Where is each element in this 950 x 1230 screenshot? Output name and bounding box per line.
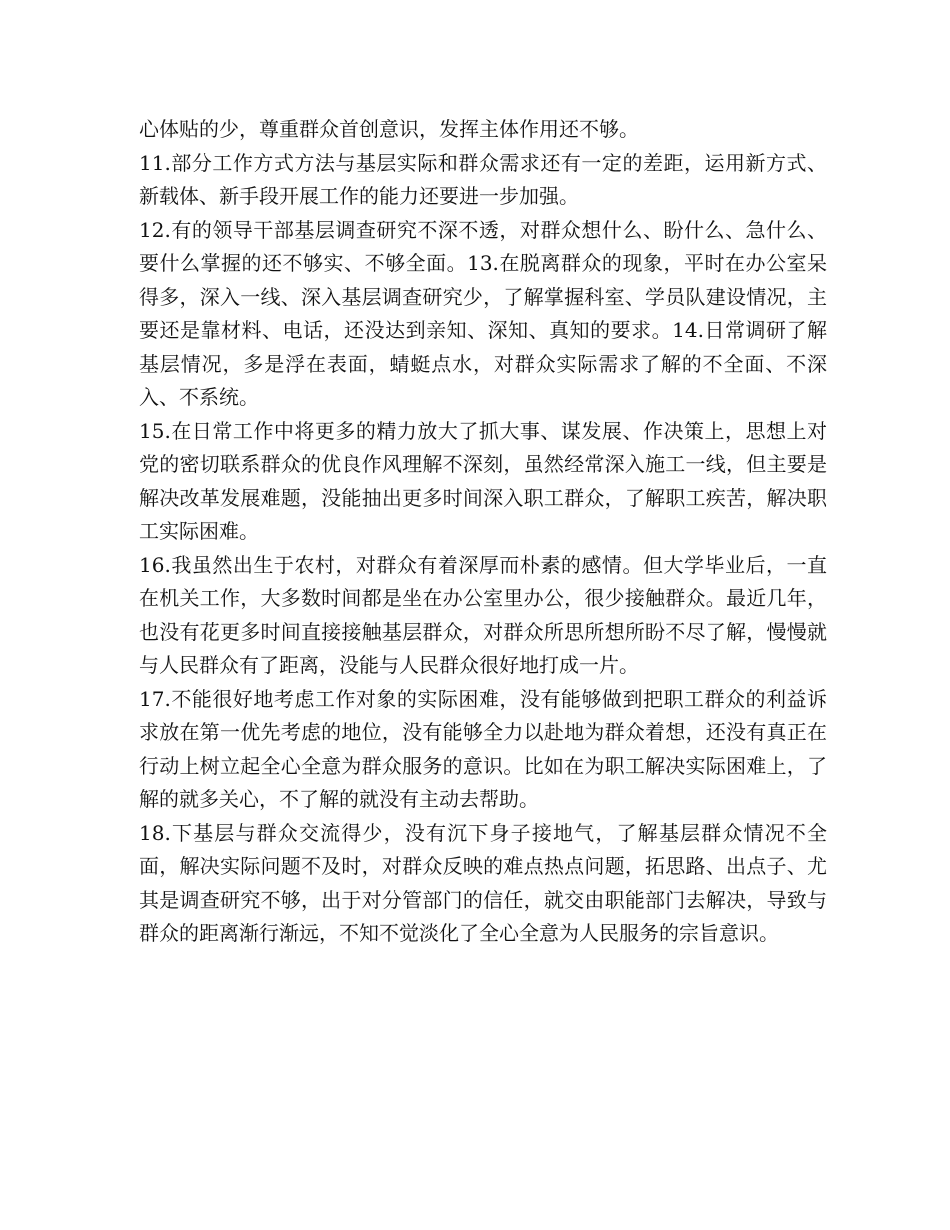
paragraph-item-18: 18.下基层与群众交流得少，没有沉下身子接地气，了解基层群众情况不全面，解决实际问题不及时，对群众反映的难点热点问题，拓思路、出点子、尤其是调查研究不够，出于对分管部门的信任，就交由职能部门去解决，导致与群众的距离渐行渐远，不知不觉淡化了全心全意为人民服务的宗旨意识。	[139, 820, 827, 945]
paragraph-item-11: 11.部分工作方式方法与基层实际和群众需求还有一定的差距，运用新方式、新载体、新手段开展工作的能力还要进一步加强。	[139, 150, 827, 208]
document-body	[139, 113, 827, 951]
paragraph-continuation: 心体贴的少，尊重群众首创意识，发挥主体作用还不够。	[139, 117, 639, 141]
paragraph-item-16: 16.我虽然出生于农村，对群众有着深厚而朴素的感情。但大学毕业后，一直在机关工作，大多数时间都是坐在办公室里办公，很少接触群众。最近几年，也没有花更多时间直接接触基层群众，对群众所思所想所盼不尽了解，慢慢就与人民群众有了距离，没能与人民群众很好地打成一片。	[139, 552, 827, 677]
paragraph-item-15: 15.在日常工作中将更多的精力放大了抓大事、谋发展、作决策上，思想上对党的密切联系群众的优良作风理解不深刻，虽然经常深入施工一线，但主要是解决改革发展难题，没能抽出更多时间深入职工群众，了解职工疾苦，解决职工实际困难。	[139, 418, 827, 543]
paragraph-items-12-14: 12.有的领导干部基层调查研究不深不透，对群众想什么、盼什么、急什么、要什么掌握的还不够实、不够全面。13.在脱离群众的现象，平时在办公室呆得多，深入一线、深入基层调查研究少，了解掌握科室、学员队建设情况，主要还是靠材料、电话，还没达到亲知、深知、真知的要求。14.日常调研了解基层情况，多是浮在表面，蜻蜓点水，对群众实际需求了解的不全面、不深入、不系统。	[139, 217, 827, 409]
paragraph-item-17: 17.不能很好地考虑工作对象的实际困难，没有能够做到把职工群众的利益诉求放在第一优先考虑的地位，没有能够全力以赴地为群众着想，还没有真正在行动上树立起全心全意为群众服务的意识。比如在为职工解决实际困难上，了解的就多关心，不了解的就没有主动去帮助。	[139, 686, 827, 811]
